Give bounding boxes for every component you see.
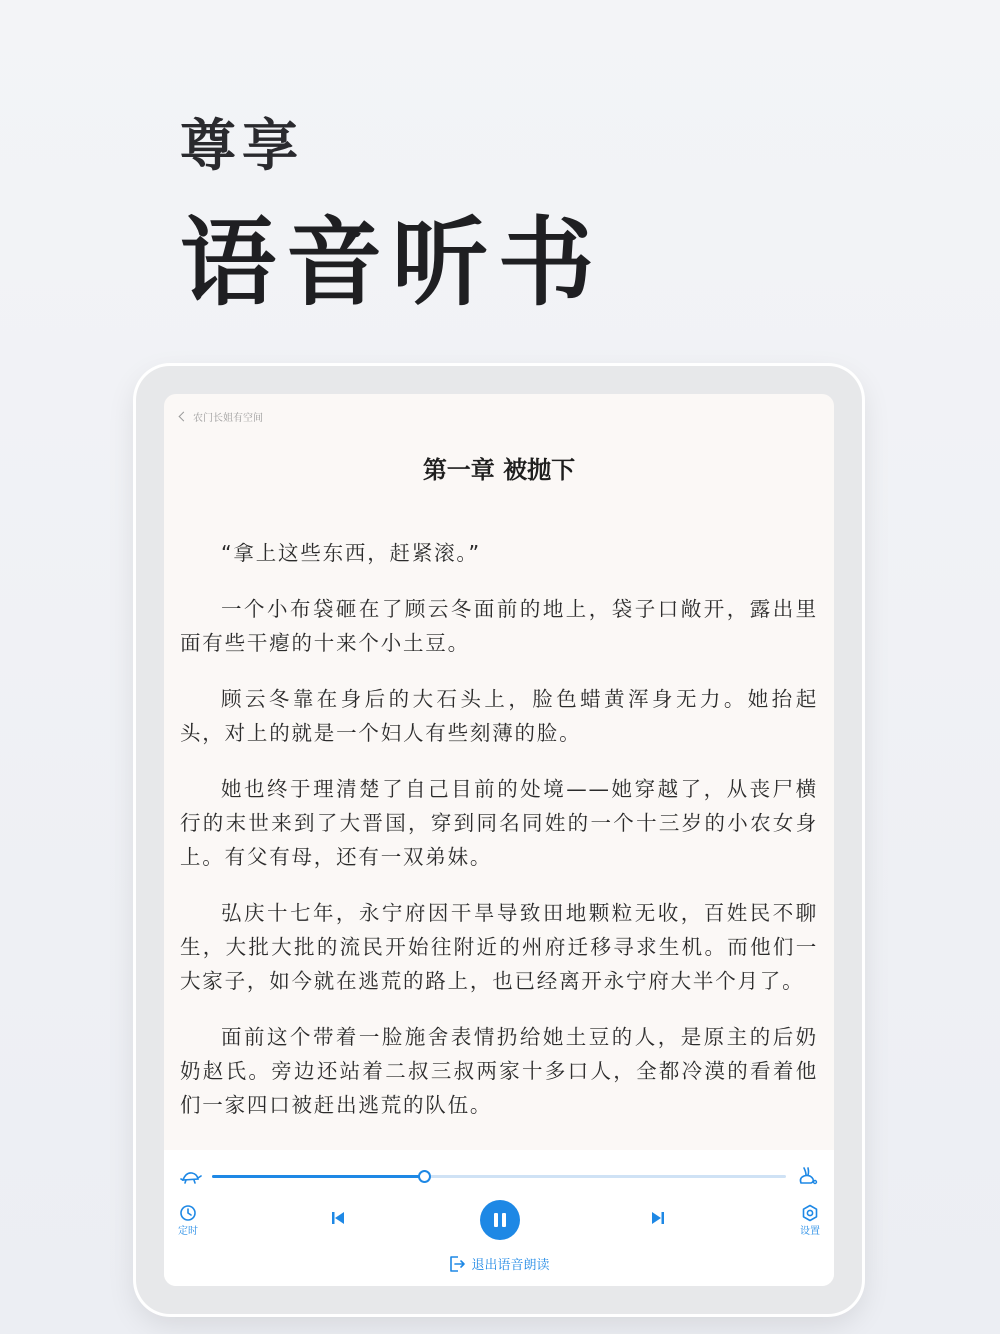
- skip-previous-icon: [330, 1210, 346, 1226]
- progress-thumb[interactable]: [418, 1170, 431, 1183]
- hero: [180, 112, 604, 318]
- tablet-frame: [136, 366, 862, 1314]
- chapter-title: 第一章 被抛下: [422, 456, 576, 484]
- skip-next-icon: [650, 1210, 666, 1226]
- paragraph: “拿上这些东西，赶紧滚。”: [221, 541, 481, 565]
- book-title: 农门长姐有空间: [193, 412, 263, 424]
- exit-voice-reading-button[interactable]: [164, 1254, 834, 1273]
- next-chapter-button[interactable]: [650, 1210, 666, 1226]
- chevron-left-icon: [179, 411, 189, 421]
- previous-chapter-button[interactable]: [330, 1210, 346, 1226]
- chapter-content: [180, 536, 818, 1144]
- hero-title: 语音听书: [180, 207, 604, 319]
- paragraph: 一个小布袋砸在了顾云冬面前的地上，袋子口敞开，露出里面有些干瘪的十来个小土豆。: [180, 597, 818, 655]
- hero-subtitle: 尊享: [180, 114, 304, 179]
- settings-button[interactable]: [800, 1204, 820, 1237]
- reader-screen: [164, 394, 834, 1286]
- back-button[interactable]: [180, 408, 263, 424]
- paragraph: 她也终于理清楚了自己目前的处境——她穿越了，从丧尸横行的末世来到了大晋国，穿到同名同姓的一个十三岁的小农女身上。有父有母，还有一双弟妹。: [180, 777, 818, 869]
- paragraph: 弘庆十七年，永宁府因干旱导致田地颗粒无收，百姓民不聊生，大批大批的流民开始往附近的州府迁移寻求生机。而他们一大家子，如今就在逃荒的路上，也已经离开永宁府大半个月了。: [180, 901, 818, 993]
- exit-icon: [448, 1255, 466, 1273]
- turtle-icon[interactable]: [180, 1168, 202, 1186]
- paragraph: 面前这个带着一脸施舍表情扔给她土豆的人，是原主的后奶奶赵氏。旁边还站着二叔三叔两家十多口人，全都冷漠的看着他们一家四口被赶出逃荒的队伍。: [180, 1025, 818, 1117]
- audio-player: [164, 1150, 834, 1286]
- settings-label: 设置: [800, 1226, 820, 1237]
- timer-label: 定时: [178, 1226, 198, 1237]
- exit-label: 退出语音朗读: [471, 1258, 550, 1273]
- pause-button[interactable]: [480, 1200, 520, 1240]
- progress-fill: [212, 1175, 424, 1178]
- progress-slider[interactable]: [212, 1175, 786, 1178]
- gear-icon: [801, 1204, 819, 1222]
- rabbit-icon[interactable]: [796, 1166, 818, 1186]
- clock-icon: [179, 1204, 197, 1222]
- timer-button[interactable]: [178, 1204, 198, 1237]
- paragraph: 顾云冬靠在身后的大石头上，脸色蜡黄浑身无力。她抬起头，对上的就是一个妇人有些刻薄的脸。: [180, 687, 818, 745]
- pause-icon: [494, 1213, 498, 1227]
